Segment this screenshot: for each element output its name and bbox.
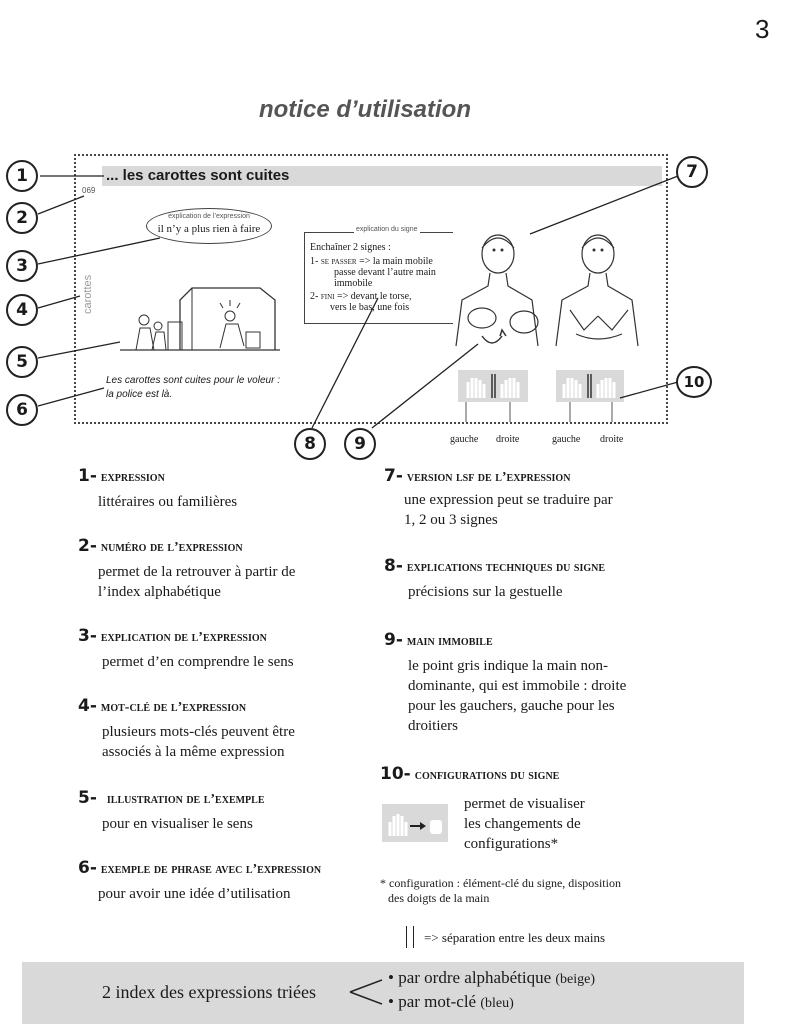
legend-line: littéraires ou familières <box>98 494 238 510</box>
legend-num: 4- <box>78 696 97 716</box>
legend-num: 7- <box>384 466 403 486</box>
sign-step1-num: 1- <box>310 256 319 267</box>
hand-label-1: gauche <box>450 434 479 445</box>
legend-title: exemple de phrase avec l’expression <box>100 862 322 877</box>
separator-symbol <box>406 926 414 948</box>
legend-title: configurations du signe <box>414 768 560 783</box>
legend-item-7 <box>384 466 613 530</box>
index-item-2-note: (bleu) <box>480 996 514 1011</box>
callout-10: 10 <box>676 366 712 398</box>
legend-line: pour les gauchers, gauche pour les <box>408 698 615 714</box>
footnote-line2: des doigts de la main <box>388 891 490 905</box>
legend-num: 8- <box>384 556 403 576</box>
legend-line: permet de visualiser <box>464 796 585 812</box>
index-item-2: • par mot-clé (bleu) <box>388 992 514 1011</box>
legend-num: 1- <box>78 466 97 486</box>
legend-line: 1, 2 ou 3 signes <box>404 512 498 528</box>
legend-title: explications techniques du signe <box>406 560 606 575</box>
legend-line: droitiers <box>408 718 458 734</box>
sign-step1-cont1: passe devant l’autre main <box>334 267 436 278</box>
callout-8: 8 <box>294 428 326 460</box>
legend-num: 10- <box>380 764 411 784</box>
sign-step2-cont: vers le bas, une fois <box>330 302 410 313</box>
legend-item-2 <box>78 536 295 602</box>
index-label: 2 index des expressions triées <box>102 982 316 1002</box>
index-brackets <box>346 972 386 1012</box>
legend-line: pour avoir une idée d’utilisation <box>98 886 291 902</box>
legend-10-text <box>464 794 585 854</box>
legend-line: dominante, qui est immobile : droite <box>408 678 627 694</box>
legend-line: pour en visualiser le sens <box>102 816 253 832</box>
callout-7: 7 <box>676 156 708 188</box>
example-sentence-line1: Les carottes sont cuites pour le voleur : <box>106 375 280 386</box>
hand-config-example-image <box>382 804 448 842</box>
sign-step2-text: => devant le torse, <box>336 291 412 302</box>
legend-item-4 <box>78 696 295 762</box>
legend-title: version lsf de l’expression <box>406 470 571 485</box>
legend-num: 2- <box>78 536 97 556</box>
legend-line: permet d’en comprendre le sens <box>102 654 294 670</box>
legend-title: numéro de l’expression <box>100 540 243 555</box>
index-item-2-label: par mot-clé <box>398 992 477 1011</box>
legend-num: 5- <box>78 788 97 808</box>
page-number: 3 <box>755 14 770 44</box>
legend-title: main immobile <box>406 634 493 649</box>
callout-4: 4 <box>6 294 38 326</box>
keyword-label: carottes <box>82 274 94 314</box>
legend-num: 3- <box>78 626 97 646</box>
sign-explanation-label: explication du signe <box>356 226 418 233</box>
example-sentence-line2: la police est là. <box>106 389 173 400</box>
footnote <box>380 876 621 906</box>
index-item-1: • par ordre alphabétique (beige) <box>388 968 596 987</box>
legend-line: configurations* <box>464 836 559 852</box>
callout-leader-lines <box>0 0 800 470</box>
legend-item-10 <box>380 764 559 784</box>
index-item-1-label: par ordre alphabétique <box>398 968 552 987</box>
legend-line: une expression peut se traduire par <box>404 492 613 508</box>
legend-item-9 <box>384 630 626 736</box>
legend-title: illustration de l’exemple <box>106 792 265 807</box>
legend-title: mot-clé de l’expression <box>100 700 247 715</box>
legend-num: 6- <box>78 858 97 878</box>
page-title: notice d’utilisation <box>258 96 471 123</box>
legend-line: permet de la retrouver à partir de <box>98 564 296 580</box>
hand-label-4: droite <box>600 434 624 445</box>
sign-step1-cont2: immobile <box>334 278 373 289</box>
legend-item-8 <box>384 556 605 602</box>
legend-item-1 <box>78 466 237 512</box>
legend-title: explication de l’expression <box>100 630 267 645</box>
callout-3: 3 <box>6 250 38 282</box>
legend-line: les changements de <box>464 816 581 832</box>
sign-intro: Enchaîner 2 signes : <box>310 242 391 253</box>
sign-step2-num: 2- <box>310 291 319 302</box>
legend-item-5 <box>78 788 265 834</box>
sign-step1-word: se passer <box>320 256 357 267</box>
footnote-line1: * configuration : élément-clé du signe, disposition <box>380 876 621 890</box>
legend-num: 9- <box>384 630 403 650</box>
legend-line: le point gris indique la main non- <box>408 658 608 674</box>
hand-label-2: droite <box>496 434 520 445</box>
legend-item-3 <box>78 626 294 672</box>
legend-line: précisions sur la gestuelle <box>408 584 563 600</box>
sign-step1-text: => la main mobile <box>359 256 433 267</box>
hand-label-3: gauche <box>552 434 581 445</box>
expression-heading: ... les carottes sont cuites <box>106 167 290 184</box>
sign-step2-word: fini <box>320 291 335 302</box>
legend-line: associés à la même expression <box>102 744 285 760</box>
callout-2: 2 <box>6 202 38 234</box>
callout-6: 6 <box>6 394 38 426</box>
legend-line: l’index alphabétique <box>98 584 221 600</box>
index-item-1-note: (beige) <box>555 972 596 987</box>
legend-item-6 <box>78 858 321 904</box>
explanation-text: il n’y a plus rien à faire <box>157 223 261 235</box>
callout-9: 9 <box>344 428 376 460</box>
legend-line: plusieurs mots-clés peuvent être <box>102 724 295 740</box>
explanation-label: explication de l’expression <box>168 213 250 220</box>
callout-5: 5 <box>6 346 38 378</box>
separator-text: => séparation entre les deux mains <box>424 930 606 945</box>
callout-1: 1 <box>6 160 38 192</box>
expression-number: 069 <box>82 186 96 195</box>
legend-title: expression <box>100 470 165 485</box>
